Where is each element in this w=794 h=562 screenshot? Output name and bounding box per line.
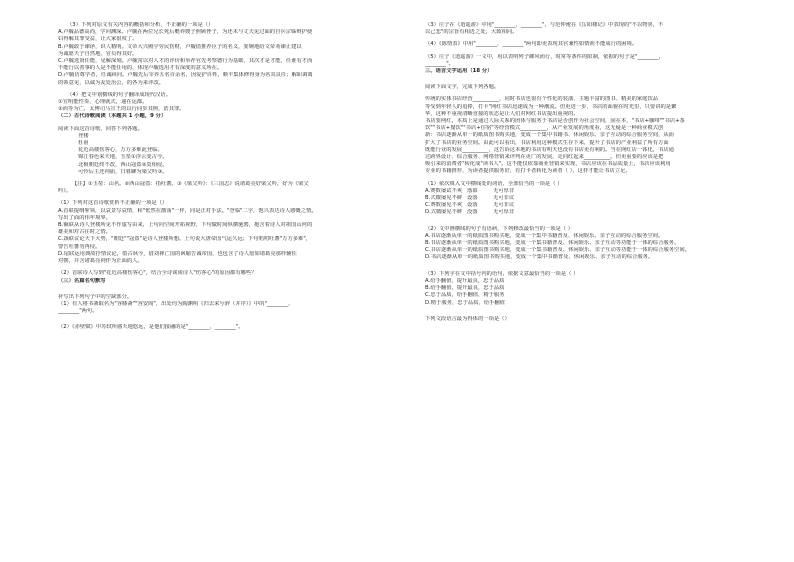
poetry-q1-a-line1: A.首联提纲挈领，以哀景写哀情，和"怅然在激荡"一样，同是正对手法。"登临"二字，饱兴表达诗人感慨之情。: [58, 207, 317, 214]
section-heading-poetry: （二）古代诗歌阅读（本题共 1 小题，9 分）: [58, 113, 167, 120]
poem-line-4: 可怜后主还祠庙，日暮聊为梁父吟③。: [78, 168, 168, 175]
poem-title: 登楼: [78, 132, 89, 139]
option-word: 无可非议: [493, 202, 515, 209]
option-b-line2: 为诚愿天子自然地，官员得其好。: [58, 50, 138, 57]
option-word: 屡见不爽: [441, 202, 463, 209]
poetry-intro: 阅读下面这首诗歌，回答下列各题。: [58, 125, 143, 132]
poetry-q1-b-line1: B.额联从诗人登楼所见不作虚写由来，上句向空间开拓视野，下句做时间纵横驰骋，抱含着诗人对祖国山河的: [58, 222, 313, 229]
poetry-q1-b-line2: 雄美和对古往时之情。: [58, 229, 111, 236]
passage-line: 书店要网红，本质上是通过人际关系的团体与服务于书店是否创作为社会空间，固在本，"书店+咖啡""书店+茶: [425, 118, 685, 125]
passage-line: 传统的实体书店经营__________，同时书店也很有个性化的装潢、主题丰富的图书、精美的家庭饮品: [425, 96, 659, 103]
option-word: 设落: [467, 202, 478, 209]
option-word: 无可非议: [493, 195, 515, 202]
poem-line-3: 北极朝廷终不改，西山寇盗②莫相侵。: [78, 161, 168, 168]
dictation-q3-line1: （3）庄子在《逍遥游》中用"________，________"，与范仲淹在《岳阳楼记》中表现的"不以物喜，不: [425, 22, 664, 28]
language-q1-option-a: [425, 188, 775, 195]
left-column: [58, 22, 408, 332]
passage-line: 新：书店逐渐从单一的纸质图书购买地，变成一个集中书籍书、休闲娱乐、亲子互动的综合服务空间，从而: [425, 132, 674, 139]
poem-note-line1: 【注】①玉垒：山名。②西山寇盗：指吐蕃。③《梁父吟》：《三国志》说诸葛亮好梁父吟，好为《梁父: [72, 181, 309, 188]
poem-note-line2: 吟》。: [58, 188, 72, 195]
option-d-line1: D.卢毓仿尊学者，任诚顾问。卢毓先后宰养五名百余名，因爱护百姓，颇丰集体修得身为名其良任；解职调离: [58, 72, 313, 79]
language-q3-option-b: B.给手翻值，提升最良，忠于品质: [425, 285, 505, 292]
option-word: 落幕: [467, 187, 478, 194]
option-word: D.式微: [425, 209, 442, 216]
poetry-q1-a-line2: 写出了面的伟年境界。: [58, 214, 111, 221]
option-word: 屡见不鲜: [441, 209, 463, 216]
translate-sentence-1: ①宣明能性奏，心理就式，递在运都。: [58, 99, 148, 106]
passage-line: 既能行业的发展__________，这告诉这本地的书店有明天也没有书店更有利的。当在网红店一体化，书店通: [425, 146, 674, 153]
passage-line: 华，这种不重视清晰直接的状态是让人们对网红书店提出重视的。: [425, 110, 579, 117]
passage-line: 专业的书籍推荐，为读者提供服务好，有打卡者转化为读者（ ），这样才能让书店立足。: [425, 168, 631, 175]
language-intro: 阅读下面文字，完成下列各题。: [425, 84, 500, 91]
option-c-line1: C.卢毓选贤任能，见解深刻。卢毓常以对人才的评价和举荐官先考察德行为基础，其次才是才能，任谁有才而: [58, 58, 313, 65]
poetry-q1-d-line1: D.尾联运用典故抒情议论，借古讽今，借刘禅亡国的讽喻告诫帝国，也包含了诗人愿如诸葛亮那样辅佐: [58, 250, 297, 257]
section-heading-dictation: （三）名篇名句默写: [58, 277, 106, 284]
language-q3-stem: （3）下列字在文中括号内的语句，依据文意最恰当的一项是（ ）: [425, 270, 579, 277]
language-q2-option-a: A.书店逐渐从单一的纸质图书购买地，变成一个集中书籍普及、休闲娱乐、亲子互动的综合服务空间。: [425, 232, 664, 239]
language-q1-stem: （1）依次填入文中横线处的词语，全部恰当的一项是（ ）: [425, 180, 563, 187]
passage-line: 吸引来的消费者"转化成"读书人"。这不能仅依靠商业营销来实现，书店应该在书品质量上，书店应该利用: [425, 161, 671, 168]
language-q3-option-c: C.忠于品质，给手翻值，精于服务: [425, 292, 505, 299]
dictation-q1-line1: （1）有人将书斋取名为"容膝斋""容安阁"，出处均为陶渊明《归去来兮辞（并序）》中的"________，: [58, 300, 294, 307]
poem-line-2: 锦江春色来天地，玉垒①浮云变古今。: [78, 154, 168, 161]
option-a-line2: 妇得解其罪受益，让大家很叹了。: [58, 36, 138, 43]
option-c-line2: 不能行以善事的人是不能任用的，体现卢毓选用才有深度的意义所在。: [58, 65, 223, 72]
option-a-line1: A.卢毓品德高尚，学问渊深。卢毓在两位兄长死后赡养嫂子照顾侄子，为还未与丈夫见过面的自兵宗姊辩护使: [58, 29, 313, 36]
language-q1-option-b: [425, 195, 775, 202]
option-word: 无可厚非: [493, 187, 515, 194]
dictation-q2: （2）《赤壁赋》中苏轼所感天地悠远，是他们接融的是"________，________"。: [58, 324, 244, 331]
dictation-q1-line2: ________"两句。: [58, 308, 98, 315]
poetry-q2-stem: （2）首联诗人写到"花近高楼伤客心"，结合全诗谈谈诗人"伤客心"的原因都有哪些？: [58, 270, 257, 277]
dictation-q5-line2: ________"。: [425, 60, 454, 67]
translate-stem: （4）把文中划横线的句子翻译成现代汉语。: [67, 91, 172, 98]
option-word: 屡试不爽: [441, 187, 463, 194]
dictation-q5-line1: （5）庄子《逍遥游》一文中，用以表明列子御风而行，时常等条件的限制，依据的句子是"________，: [425, 53, 664, 60]
option-word: B.式微: [425, 195, 441, 202]
language-q2-option-c: C.书店逐渐从单一的纸质图书购买地，变成一个集书籍普及、休闲娱乐、亲子互动等功能于一体的综合服务空间。: [425, 247, 690, 254]
language-q3-option-d: D.精于服务，忠于品质，给手翻值: [425, 299, 505, 306]
language-q3-option-a: A.给手翻值，提升最良，忠于品质: [425, 277, 505, 284]
translate-sentence-2: ②而等为亡，太傅司马宣王的以行同步其例，诰其罪。: [58, 106, 185, 113]
language-q2-option-b: B.书店逐渐从单一的纸质图书购买地，变成一个集书籍普及、休闲娱乐、亲子互动等功能于一体的综合服务。: [425, 240, 680, 247]
option-word: 屡见不鲜: [441, 195, 463, 202]
passage-line: 等受到年轻人的追捧，打卡"网红书店迅速成为一种潮流。但更进一步，书店的面貌在时光里，只要讲的是繁: [425, 103, 677, 110]
option-d-line2: 的领意见，以诚为友处治公，的各为来评改。: [58, 79, 164, 86]
poetry-q1-c-line1: C.颈联议论天下大势，"朝廷""寇盗"是诗人登楼所想。上句说大唐帝国气运久远；下句唱叨吐蕃"万方多难"，: [58, 236, 312, 243]
option-word: 无可厚非: [493, 209, 515, 216]
question-stem: （3）下列对原文有关内容的概括和分析，不正确的一项是（）: [67, 22, 214, 28]
dictation-q3-line2: 以己悲"的宗旨有相近之处，大致相同。: [425, 29, 518, 36]
poem-line-1: 花近高楼伤客心，万方多难此登临。: [78, 147, 163, 154]
poem-author: 杜甫: [78, 140, 89, 147]
passage-line: 扩大了书店的业务空间。由此可以看出，书店利用这种模式生存下来，提升了书店的产业利益了所有方面: [425, 139, 669, 146]
option-word: C.赛数: [425, 202, 441, 209]
option-word: A.赛数: [425, 187, 441, 194]
right-column: [425, 22, 775, 323]
dictation-intro: 补写出下列句子中的空缺部分。: [58, 293, 133, 300]
option-word: 没落: [467, 209, 478, 216]
language-q2-option-d: D.书店逐渐从单一的纸质图书购买地，变成一个集中书籍普及、休闲娱乐、亲子互动的综合服务。: [425, 254, 654, 261]
poetry-q1-stem: （1）下列对这首诗歌赏析不正确的一项是（）: [58, 200, 168, 207]
option-word: 设落: [467, 195, 478, 202]
dictation-q4: （4）《陈情表》中用"________，________"两句即更表现其官兼性如情而不能成行的困境。: [425, 41, 638, 48]
passage-line: 饮""书店+餐饮""书店+住宿"等经营模式__________，从产业发展的角度看，这无疑是一种商业模式创: [425, 125, 664, 132]
option-b-line1: B.卢毓敢于谏诤，识人精明。文帝大兴殿宇劳民伤财，卢毓借推荐臣子的名义，委婉地给文帝劝谏止建以: [58, 43, 302, 50]
language-q2-stem: （2）文中画横线的句子有语病，下列修改最恰当的一项是（ ）: [425, 225, 574, 232]
language-q1-option-c: [425, 202, 775, 209]
poetry-q1-c-line2: 警告吐蕃勿再侵。: [58, 243, 101, 250]
passage-line: 过跨界设计、综合服务、网络营销来评判在更广的发展，走向红起来__________。但更重要的应该是把: [425, 154, 664, 161]
language-q4-stem: 下列文段语言最为得体的一项是（）: [425, 315, 510, 322]
section-heading-language: 三、语言文字运用（18 分）: [425, 68, 493, 75]
language-q1-option-d: [425, 209, 775, 216]
poetry-q1-d-line2: 对朝，并含诸葛亮祠作为正面的人。: [58, 258, 143, 265]
